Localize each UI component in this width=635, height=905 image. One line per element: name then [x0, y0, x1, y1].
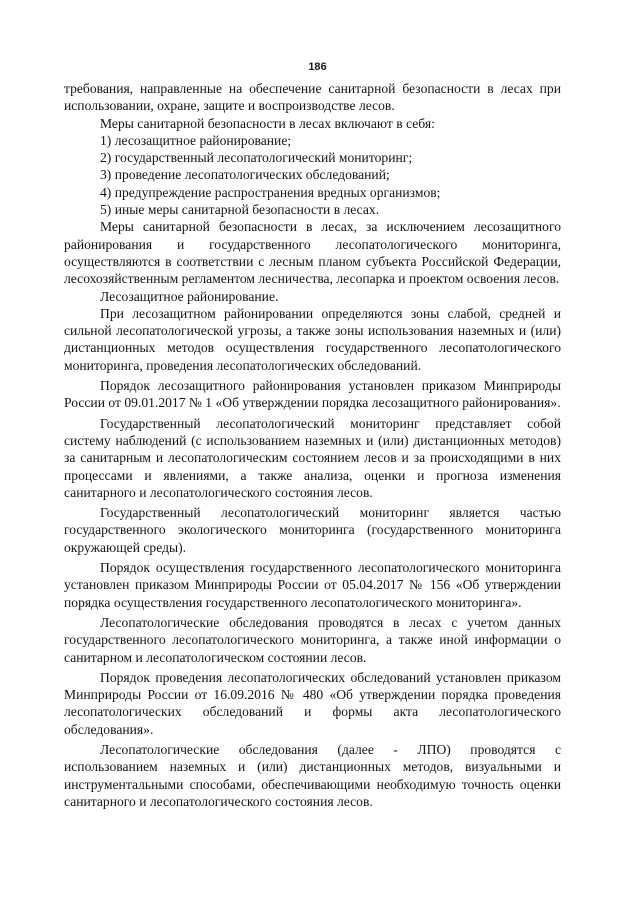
paragraph-continuation: требования, направленные на обеспечение санитарной безопасности в лесах при использовании, охране, защите и воспроизводстве лесов.	[64, 81, 561, 114]
list-item: 2) государственный лесопатологический мониторинг;	[100, 150, 413, 166]
paragraph: Порядок лесозащитного районирования установлен приказом Минприроды России от 09.01.2017 № 1 «Об утверждении порядка лесозащитного районирования».	[64, 378, 561, 411]
list-item: 4) предупреждение распространения вредных организмов;	[100, 184, 441, 200]
paragraph: Порядок осуществления государственного лесопатологического мониторинга установлен приказом Минприроды России от 05.04.2017 № 156 «Об утверждении порядка осуществления государственного лесопатологического мониторинга».	[64, 560, 561, 610]
paragraph: Государственный лесопатологический мониторинг является частью государственного экологического мониторинга (государственного мониторинга окружающей среды).	[64, 505, 561, 555]
paragraph: Государственный лесопатологический мониторинг представляет собой систему наблюдений (с использованием наземных и (или) дистанционных методов) за санитарным и лесопатологическим состоянием лесов и за происходящими в них процессами и явлениями, а также анализа, оценки и прогноза изменения санитарного и лесопатологического состояния лесов.	[64, 415, 561, 500]
paragraph: Лесопатологические обследования (далее - ЛПО) проводятся с использованием наземных и (или) дистанционных методов, визуальными и инструментальными способами, обеспечивающими необходимую точность оценки санитарного и лесопатологического состояния лесов.	[64, 741, 561, 809]
list-item: 3) проведение лесопатологических обследований;	[100, 167, 390, 183]
paragraph-measures-intro: Меры санитарной безопасности в лесах включают в себя:	[100, 115, 435, 131]
paragraph: При лесозащитном районировании определяются зоны слабой, средней и сильной лесопатологической угрозы, а также зоны использования наземных и (или) дистанционных методов осуществления государственного лесопатологического мониторинга, проведения лесопатологических обследований.	[64, 305, 561, 373]
paragraph: Порядок проведения лесопатологических обследований установлен приказом Минприроды России от 16.09.2016 № 480 «Об утверждении порядка проведения лесопатологических обследований и формы акта лесопатологического обследования».	[64, 669, 561, 737]
document-body	[64, 80, 561, 810]
measures-list	[64, 132, 561, 218]
paragraph: Лесопатологические обследования проводятся в лесах с учетом данных государственного лесопатологического мониторинга, а также иной информации о санитарном и лесопатологическом состоянии лесов.	[64, 614, 561, 665]
page-number: 186	[308, 61, 327, 73]
paragraph: Меры санитарной безопасности в лесах, за исключением лесозащитного районирования и государственного лесопатологического мониторинга, осуществляются в соответствии с лесным планом субъекта Российской Федерации, лесохозяйственным регламентом лесничества, лесопарка и проектом освоения лесов.	[64, 219, 561, 287]
list-item: 5) иные меры санитарной безопасности в лесах.	[100, 202, 380, 218]
section-heading: Лесозащитное районирование.	[100, 288, 279, 304]
list-item: 1) лесозащитное районирование;	[100, 132, 292, 148]
